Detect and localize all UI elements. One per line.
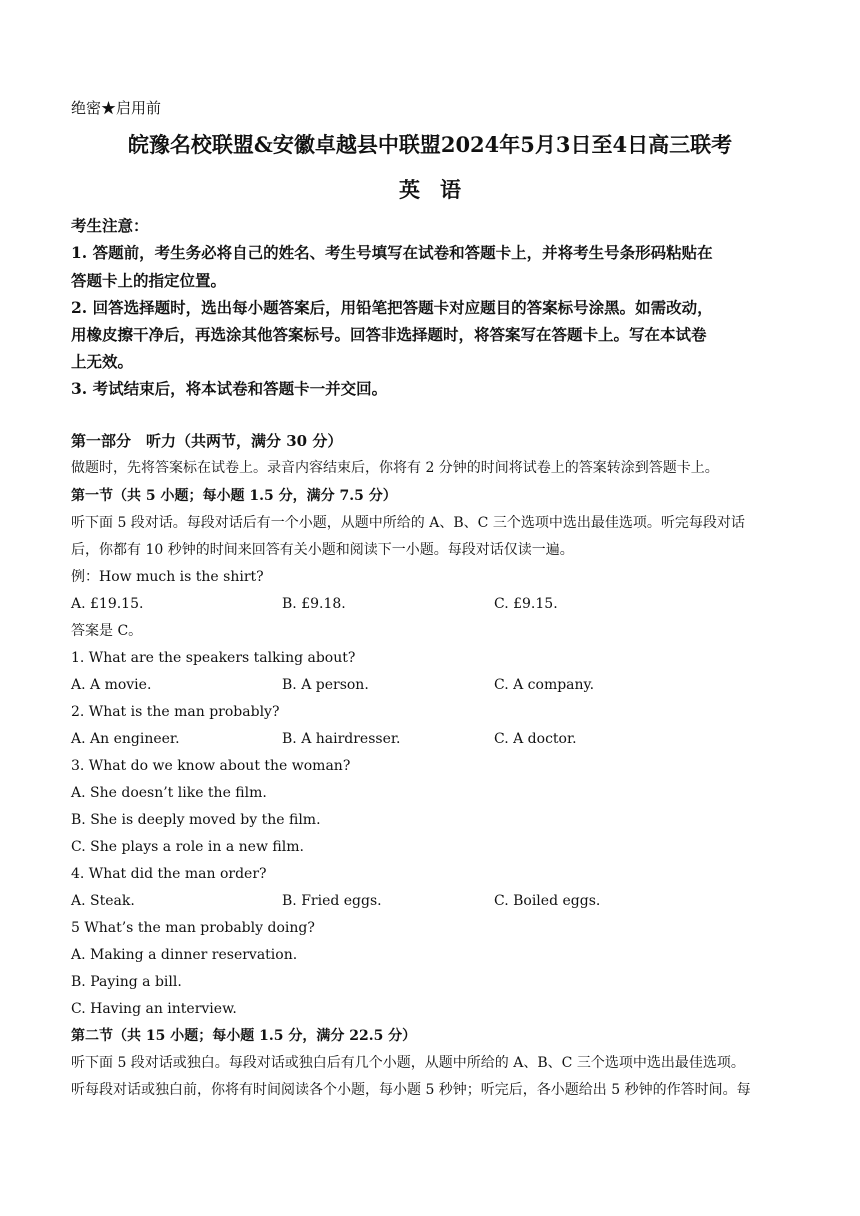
part1-instruction: 做题时，先将答案标在试卷上。录音内容结束后，你将有 2 分钟的时间将试卷上的答案转涂到答题卡上。 xyxy=(71,460,719,476)
option-b: B. A person. xyxy=(282,677,369,693)
notice-line: 用橡皮擦干净后，再选涂其他答案标号。回答非选择题时，将答案写在答题卡上。写在本试卷 xyxy=(71,325,707,344)
notice-heading: 考生注意： xyxy=(71,216,149,235)
example-answer: 答案是 C。 xyxy=(71,623,143,639)
option-b: B. She is deeply moved by the film. xyxy=(71,812,321,828)
option-c: C. A company. xyxy=(494,677,595,693)
notice-line: 3. 考试结束后，将本试卷和答题卡一并交回。 xyxy=(71,379,388,398)
notice-line: 2. 回答选择题时，选出每小题答案后，用铅笔把答题卡对应题目的答案标号涂黑。如需改动， xyxy=(71,298,713,317)
option-a: A. A movie. xyxy=(71,677,152,693)
option-a: A. An engineer. xyxy=(71,731,180,747)
option-a: A. £19.15. xyxy=(71,596,144,612)
option-c: C. A doctor. xyxy=(494,731,577,747)
option-b: B. Fried eggs. xyxy=(282,893,382,909)
section1-instruction: 后，你都有 10 秒钟的时间来回答有关小题和阅读下一小题。每段对话仅读一遍。 xyxy=(71,542,574,558)
notice-line: 答题卡上的指定位置。 xyxy=(71,271,227,290)
example-question: 例：How much is the shirt? xyxy=(71,569,264,585)
question-2: 2. What is the man probably? xyxy=(71,704,280,720)
exam-title: 皖豫名校联盟&安徽卓越县中联盟2024年5月3日至4日高三联考 xyxy=(127,132,733,157)
section2-heading: 第二节（共 15 小题；每小题 1.5 分，满分 22.5 分） xyxy=(71,1028,417,1044)
section2-instruction: 听每段对话或独白前，你将有时间阅读各个小题，每小题 5 秒钟；听完后，各小题给出 5 秒钟的作答时间。每 xyxy=(71,1082,751,1098)
option-a: A. Making a dinner reservation. xyxy=(71,947,298,963)
confidential-label: 绝密★启用前 xyxy=(71,99,162,117)
section1-instruction: 听下面 5 段对话。每段对话后有一个小题，从题中所给的 A、B、C 三个选项中选出最佳选项。听完每段对话 xyxy=(71,515,745,531)
option-c: C. Having an interview. xyxy=(71,1001,237,1017)
question-5: 5 What’s the man probably doing? xyxy=(71,920,315,936)
option-b: B. Paying a bill. xyxy=(71,974,182,990)
question-1: 1. What are the speakers talking about? xyxy=(71,650,356,666)
notice-line: 1. 答题前，考生务必将自己的姓名、考生号填写在试卷和答题卡上，并将考生号条形码粘贴在 xyxy=(71,243,713,262)
section2-instruction: 听下面 5 段对话或独白。每段对话或独白后有几个小题，从题中所给的 A、B、C 三个选项中选出最佳选项。 xyxy=(71,1055,745,1071)
section1-heading: 第一节（共 5 小题；每小题 1.5 分，满分 7.5 分） xyxy=(71,488,397,504)
question-4: 4. What did the man order? xyxy=(71,866,267,882)
option-c: C. She plays a role in a new film. xyxy=(71,839,304,855)
option-c: C. Boiled eggs. xyxy=(494,893,601,909)
option-a: A. She doesn’t like the film. xyxy=(71,785,267,801)
subject-title: 英语 xyxy=(399,177,481,202)
option-b: B. £9.18. xyxy=(282,596,346,612)
notice-line: 上无效。 xyxy=(71,352,134,371)
option-c: C. £9.15. xyxy=(494,596,558,612)
option-b: B. A hairdresser. xyxy=(282,731,401,747)
part1-heading: 第一部分 听力（共两节，满分 30 分） xyxy=(71,432,343,450)
question-3: 3. What do we know about the woman? xyxy=(71,758,351,774)
option-a: A. Steak. xyxy=(71,893,135,909)
